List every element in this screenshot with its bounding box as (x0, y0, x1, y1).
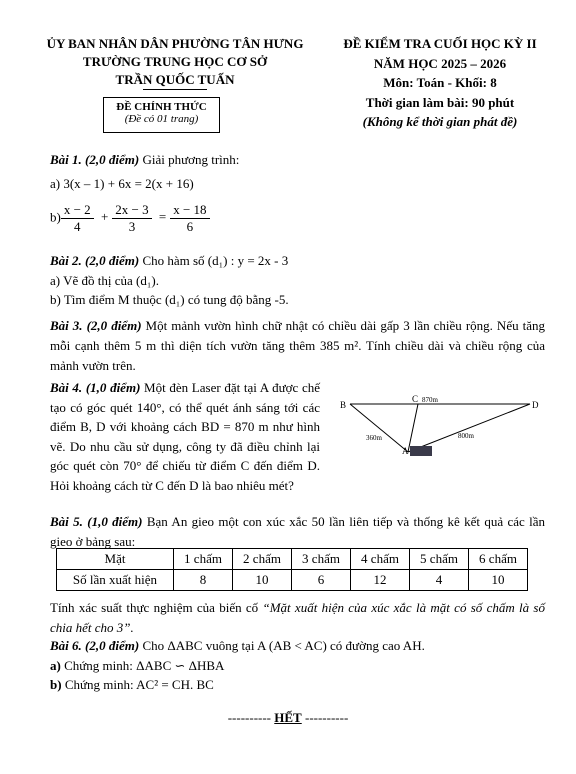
bai1-heading (50, 152, 239, 168)
equals-sign: = (158, 209, 167, 225)
table-row (57, 570, 528, 591)
bai6-b-text: Chứng minh: AC² = CH. BC (61, 677, 214, 692)
table-cell: 8 (174, 570, 233, 591)
bai2-text: Cho hàm số (d₁) : y = 2x - 3 (139, 253, 289, 268)
official-box (103, 97, 220, 133)
bai6-b (50, 677, 214, 693)
pages-note: (Đề có 01 trang) (124, 113, 199, 125)
segment-ad (408, 404, 530, 452)
table-header-cell: 2 chấm (233, 549, 292, 570)
bai1-text: Giải phương trình: (139, 152, 240, 167)
bai6-text: Cho ΔABC vuông tại A (AB < AC) có đường cao AH. (139, 638, 425, 653)
table-header-cell: Mặt (57, 549, 174, 570)
bai1-a: a) 3(x – 1) + 6x = 2(x + 16) (50, 176, 194, 191)
fraction-1-denominator: 4 (74, 219, 81, 234)
table-cell: 10 (469, 570, 528, 591)
table-header-cell: 4 chấm (351, 549, 410, 570)
table-cell: 10 (233, 570, 292, 591)
table-cell: Số lần xuất hiện (57, 570, 174, 591)
segment-ac (408, 404, 418, 452)
bai2-b: b) Tìm điểm M thuộc (d₁) có tung độ bằng -5. (50, 292, 289, 307)
segment-ab (350, 404, 408, 452)
bai3-text: Một mảnh vườn hình chữ nhật có chiều dài gấp 3 lần chiều rộng. Nếu tăng mỗi cạnh thêm 5 m thì diện tích vườn tăng thêm 385 m². Tính chiều dài và chiều rộng của mảnh vườn trên. (50, 318, 546, 373)
bai6-heading (50, 638, 425, 654)
fraction-1 (61, 202, 94, 235)
footer-dashes-right: ---------- (304, 710, 349, 725)
table-header-row (57, 549, 528, 570)
official-label: ĐỀ CHÍNH THỨC (116, 101, 207, 113)
bai6-a-text: Chứng minh: ΔABC ∽ ΔHBA (60, 658, 225, 673)
bai4-paragraph (50, 378, 320, 495)
bai6-a (50, 658, 224, 674)
label-c: C (412, 394, 419, 404)
fraction-2-numerator: 2x − 3 (112, 202, 151, 219)
bai5-paragraph (50, 512, 545, 552)
subject: Môn: Toán - Khối: 8 (383, 75, 497, 90)
fraction-3-numerator: x − 18 (170, 202, 209, 219)
duration-note: (Không kể thời gian phát đề) (362, 114, 518, 129)
label-ab-length: 360m (366, 434, 382, 442)
header-authority: ỦY BAN NHÂN DÂN PHƯỜNG TÂN HƯNG (46, 36, 304, 51)
fraction-1-numerator: x − 2 (61, 202, 94, 219)
bai6-b-label: b) (50, 677, 62, 692)
bai2-heading (50, 253, 288, 269)
label-bd-length: 870m (422, 396, 438, 404)
label-a: A (402, 446, 409, 456)
label-d: D (532, 400, 539, 410)
laser-device-icon (410, 446, 432, 456)
bai5-text: Bạn An gieo một con xúc xắc 50 lần liên tiếp và thống kê kết quả các lần gieo ở bảng sau: (50, 514, 545, 549)
footer-end (0, 710, 576, 726)
plus-sign: + (100, 209, 109, 225)
table-header-cell: 5 chấm (410, 549, 469, 570)
bai1-b-label: b) (50, 209, 61, 225)
footer-dashes-left: ---------- (227, 710, 272, 725)
bai2-a: a) Vẽ đồ thị của (d₁). (50, 273, 159, 288)
fraction-3 (170, 202, 209, 235)
bai3-paragraph (50, 316, 545, 376)
bai5-event-quote: “Mặt xuất hiện của xúc xắc là mặt có số chấm là số chia hết cho 3”. (50, 600, 545, 635)
table-cell: 6 (292, 570, 351, 591)
footer-end-label: HẾT (274, 710, 302, 725)
bai1-b (50, 202, 210, 235)
header-underline (143, 89, 207, 90)
table-header-cell: 3 chấm (292, 549, 351, 570)
header-school: TRƯỜNG TRUNG HỌC CƠ SỞ (82, 54, 268, 69)
bai5-question-text: Tính xác suất thực nghiệm của biến cố (50, 600, 263, 615)
label-ad-length: 800m (458, 432, 474, 440)
bai4-title: Bài 4. (1,0 điểm) (50, 380, 141, 395)
laser-figure (330, 390, 540, 470)
bai4-text: Một đèn Laser đặt tại A được chế tạo có góc quét 140°, có thể quét ánh sáng tới các điểm B, D với khoảng cách BD = 870 m như hình vẽ. Do nhu cầu sử dụng, công ty đã điều chỉnh lại góc quét còn 70° để chiếu từ điểm C đến điểm D. Hỏi khoảng cách từ C đến D là bao nhiêu mét? (50, 380, 321, 493)
bai6-a-label: a) (50, 658, 61, 673)
bai5-title: Bài 5. (1,0 điểm) (50, 514, 143, 529)
exam-title: ĐỀ KIỂM TRA CUỐI HỌC KỲ II (343, 36, 537, 51)
header-school-name: TRẦN QUỐC TUẤN (115, 72, 235, 87)
bai6-title: Bài 6. (2,0 điểm) (50, 638, 140, 653)
table-cell: 4 (410, 570, 469, 591)
table-header-cell: 6 chấm (469, 549, 528, 570)
school-year: NĂM HỌC 2025 – 2026 (373, 56, 507, 71)
fraction-3-denominator: 6 (186, 219, 194, 234)
bai2-title: Bài 2. (2,0 điểm) (50, 253, 140, 268)
label-b: B (340, 400, 347, 410)
dice-table (56, 548, 528, 591)
duration: Thời gian làm bài: 90 phút (365, 95, 515, 110)
bai3-title: Bài 3. (2,0 điểm) (50, 318, 142, 333)
table-header-cell: 1 chấm (174, 549, 233, 570)
bai1-title: Bài 1. (2,0 điểm) (50, 152, 140, 167)
fraction-2-denominator: 3 (128, 219, 136, 234)
table-cell: 12 (351, 570, 410, 591)
fraction-2 (112, 202, 151, 235)
bai5-question (50, 598, 545, 638)
